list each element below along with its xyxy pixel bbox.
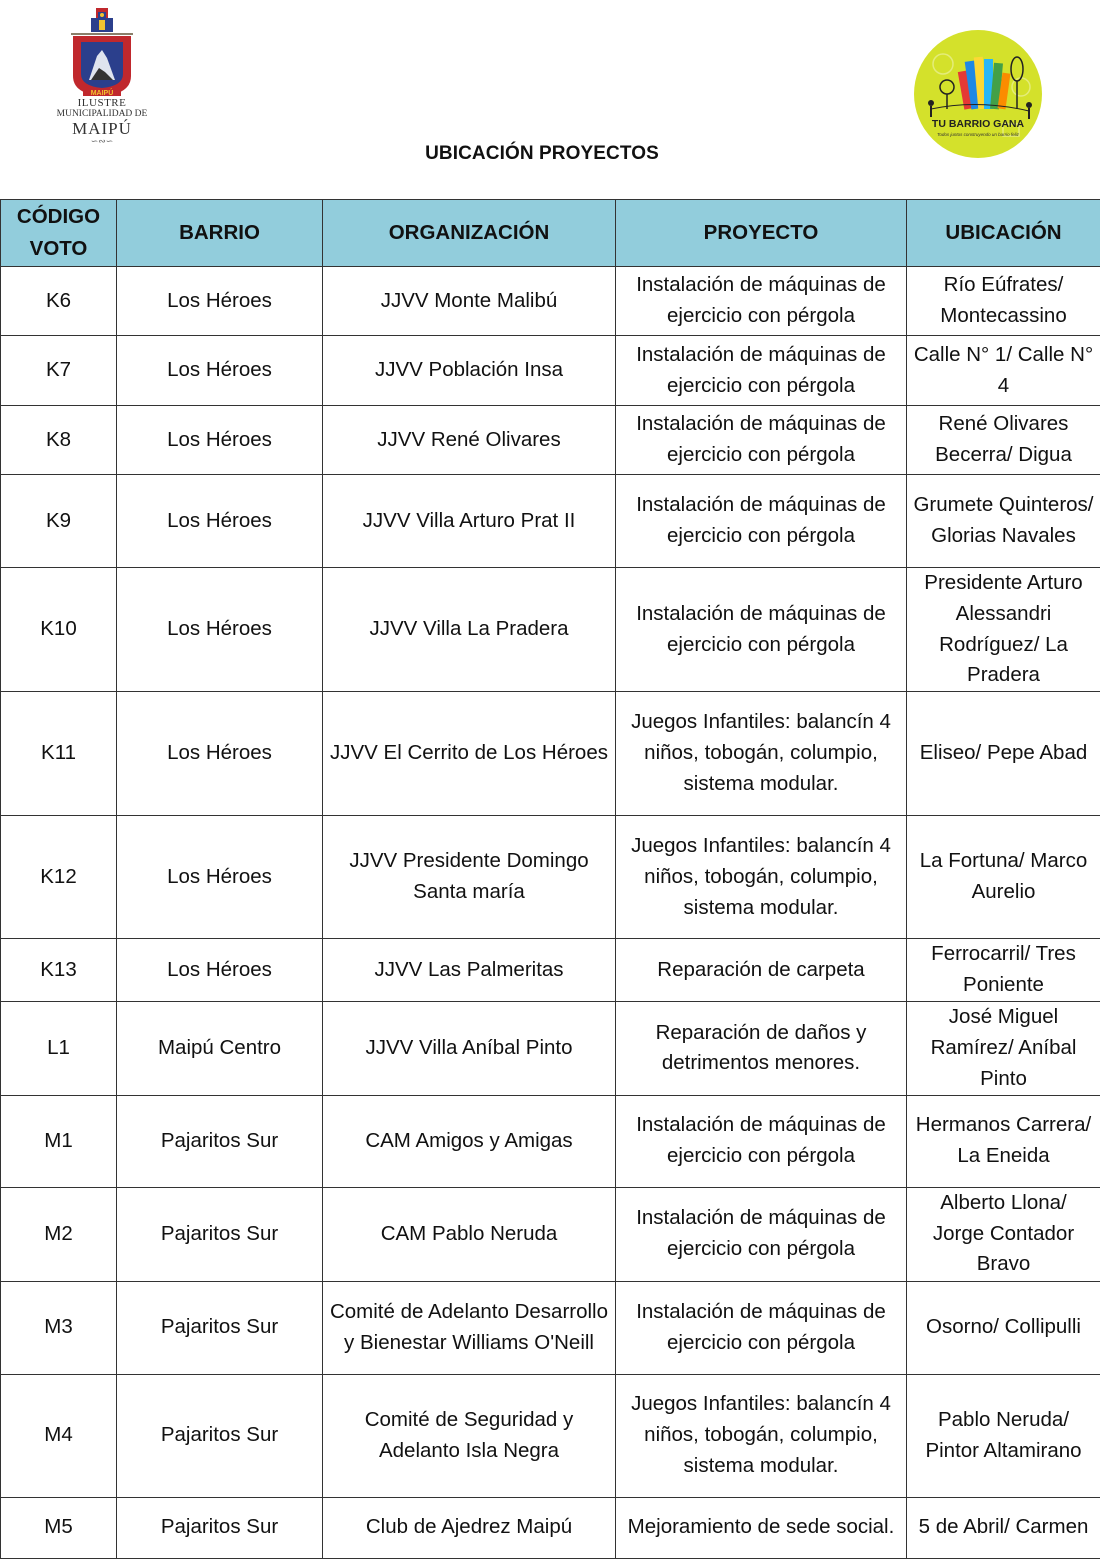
cell-proyecto: Juegos Infantiles: balancín 4 niños, tobogán, columpio, sistema modular.: [616, 692, 907, 816]
tu-barrio-gana-logo-icon: [903, 29, 1053, 159]
municipality-logo: [52, 6, 152, 156]
cell-proyecto: Juegos Infantiles: balancín 4 niños, tobogán, columpio, sistema modular.: [616, 1374, 907, 1497]
cell-organizacion: JJVV Villa Aníbal Pinto: [323, 1002, 616, 1095]
cell-barrio: Los Héroes: [117, 336, 323, 406]
cell-ubicacion: Ferrocarril/ Tres Poniente: [907, 939, 1100, 1002]
coat-of-arms-icon: [69, 6, 135, 98]
table-row: [1, 1281, 1100, 1374]
table-row: [1, 475, 1100, 568]
cell-ubicacion: 5 de Abril/ Carmen: [907, 1497, 1100, 1558]
cell-barrio: Maipú Centro: [117, 1002, 323, 1095]
cell-codigo: M4: [1, 1374, 117, 1497]
page-title: UBICACIÓN PROYECTOS: [425, 143, 659, 164]
cell-codigo: M2: [1, 1187, 117, 1281]
column-header-ubicacion: UBICACIÓN: [907, 200, 1100, 267]
cell-barrio: Los Héroes: [117, 692, 323, 816]
table-row: [1, 1187, 1100, 1281]
cell-barrio: Pajaritos Sur: [117, 1281, 323, 1374]
cell-barrio: Los Héroes: [117, 568, 323, 692]
table-row: [1, 267, 1100, 336]
cell-organizacion: JJVV Población Insa: [323, 336, 616, 406]
cell-codigo: K9: [1, 475, 117, 568]
cell-proyecto: Instalación de máquinas de ejercicio con pérgola: [616, 406, 907, 475]
cell-codigo: K8: [1, 406, 117, 475]
cell-proyecto: Instalación de máquinas de ejercicio con pérgola: [616, 267, 907, 336]
cell-proyecto: Instalación de máquinas de ejercicio con pérgola: [616, 475, 907, 568]
cell-organizacion: CAM Pablo Neruda: [323, 1187, 616, 1281]
cell-barrio: Pajaritos Sur: [117, 1374, 323, 1497]
tu-barrio-gana-logo: [903, 29, 1053, 159]
column-header-codigo-voto: CÓDIGO VOTO: [1, 200, 117, 267]
cell-barrio: Pajaritos Sur: [117, 1187, 323, 1281]
cell-ubicacion: Presidente Arturo Alessandri Rodríguez/ La Pradera: [907, 568, 1100, 692]
cell-barrio: Los Héroes: [117, 406, 323, 475]
cell-organizacion: JJVV Presidente Domingo Santa maría: [323, 816, 616, 939]
table-row: [1, 568, 1100, 692]
column-header-organizacion: ORGANIZACIÓN: [323, 200, 616, 267]
cell-codigo: M3: [1, 1281, 117, 1374]
cell-barrio: Los Héroes: [117, 267, 323, 336]
cell-ubicacion: Grumete Quinteros/ Glorias Navales: [907, 475, 1100, 568]
municipality-line2: MUNICIPALIDAD DE: [56, 108, 148, 119]
cell-ubicacion: La Fortuna/ Marco Aurelio: [907, 816, 1100, 939]
cell-codigo: M1: [1, 1095, 117, 1187]
cell-barrio: Pajaritos Sur: [117, 1095, 323, 1187]
cell-barrio: Los Héroes: [117, 475, 323, 568]
table-row: [1, 939, 1100, 1002]
cell-ubicacion: José Miguel Ramírez/ Aníbal Pinto: [907, 1002, 1100, 1095]
cell-organizacion: JJVV El Cerrito de Los Héroes: [323, 692, 616, 816]
column-header-barrio: BARRIO: [117, 200, 323, 267]
cell-ubicacion: Pablo Neruda/ Pintor Altamirano: [907, 1374, 1100, 1497]
cell-organizacion: Club de Ajedrez Maipú: [323, 1497, 616, 1558]
cell-ubicacion: Calle N° 1/ Calle N° 4: [907, 336, 1100, 406]
cell-organizacion: JJVV Villa La Pradera: [323, 568, 616, 692]
table-row: [1, 1002, 1100, 1095]
cell-proyecto: Instalación de máquinas de ejercicio con pérgola: [616, 1281, 907, 1374]
cell-proyecto: Instalación de máquinas de ejercicio con pérgola: [616, 1187, 907, 1281]
projects-table: [0, 199, 1100, 1559]
svg-text:Todos juntos construyendo un b: Todos juntos construyendo un barrio feliz: [937, 132, 1019, 137]
municipality-line3: MAIPÚ: [72, 118, 132, 138]
cell-codigo: M5: [1, 1497, 117, 1558]
column-header-proyecto: PROYECTO: [616, 200, 907, 267]
cell-organizacion: JJVV Las Palmeritas: [323, 939, 616, 1002]
cell-organizacion: JJVV René Olivares: [323, 406, 616, 475]
cell-organizacion: JJVV Villa Arturo Prat II: [323, 475, 616, 568]
cell-organizacion: Comité de Seguridad y Adelanto Isla Negra: [323, 1374, 616, 1497]
cell-codigo: K6: [1, 267, 117, 336]
cell-codigo: L1: [1, 1002, 117, 1095]
cell-ubicacion: Hermanos Carrera/ La Eneida: [907, 1095, 1100, 1187]
cell-codigo: K12: [1, 816, 117, 939]
table-row: [1, 692, 1100, 816]
cell-proyecto: Instalación de máquinas de ejercicio con pérgola: [616, 336, 907, 406]
cell-barrio: Pajaritos Sur: [117, 1497, 323, 1558]
table-row: [1, 1095, 1100, 1187]
cell-codigo: K11: [1, 692, 117, 816]
cell-organizacion: CAM Amigos y Amigas: [323, 1095, 616, 1187]
svg-text:TU BARRIO GANA: TU BARRIO GANA: [931, 118, 1025, 130]
municipality-name: [52, 98, 152, 147]
cell-proyecto: Reparación de daños y detrimentos menores.: [616, 1002, 907, 1095]
cell-proyecto: Reparación de carpeta: [616, 939, 907, 1002]
cell-proyecto: Mejoramiento de sede social.: [616, 1497, 907, 1558]
table-row: [1, 336, 1100, 406]
cell-ubicacion: René Olivares Becerra/ Digua: [907, 406, 1100, 475]
table-row: [1, 406, 1100, 475]
cell-barrio: Los Héroes: [117, 816, 323, 939]
municipality-line1: ILUSTRE: [77, 97, 127, 109]
cell-codigo: K10: [1, 568, 117, 692]
cell-ubicacion: Osorno/ Collipulli: [907, 1281, 1100, 1374]
table-row: [1, 816, 1100, 939]
cell-proyecto: Juegos Infantiles: balancín 4 niños, tobogán, columpio, sistema modular.: [616, 816, 907, 939]
cell-barrio: Los Héroes: [117, 939, 323, 1002]
cell-ubicacion: Río Eúfrates/ Montecassino: [907, 267, 1100, 336]
cell-proyecto: Instalación de máquinas de ejercicio con pérgola: [616, 568, 907, 692]
cell-ubicacion: Alberto Llona/ Jorge Contador Bravo: [907, 1187, 1100, 1281]
svg-text:MAIPÚ: MAIPÚ: [90, 90, 114, 97]
cell-codigo: K13: [1, 939, 117, 1002]
table-row: [1, 1497, 1100, 1558]
cell-organizacion: JJVV Monte Malibú: [323, 267, 616, 336]
table-row: [1, 1374, 1100, 1497]
cell-codigo: K7: [1, 336, 117, 406]
flourish-ornament-icon: ∽∾∽: [90, 136, 114, 147]
table-header-row: [1, 200, 1100, 267]
cell-proyecto: Instalación de máquinas de ejercicio con pérgola: [616, 1095, 907, 1187]
cell-organizacion: Comité de Adelanto Desarrollo y Bienestar Williams O'Neill: [323, 1281, 616, 1374]
cell-ubicacion: Eliseo/ Pepe Abad: [907, 692, 1100, 816]
